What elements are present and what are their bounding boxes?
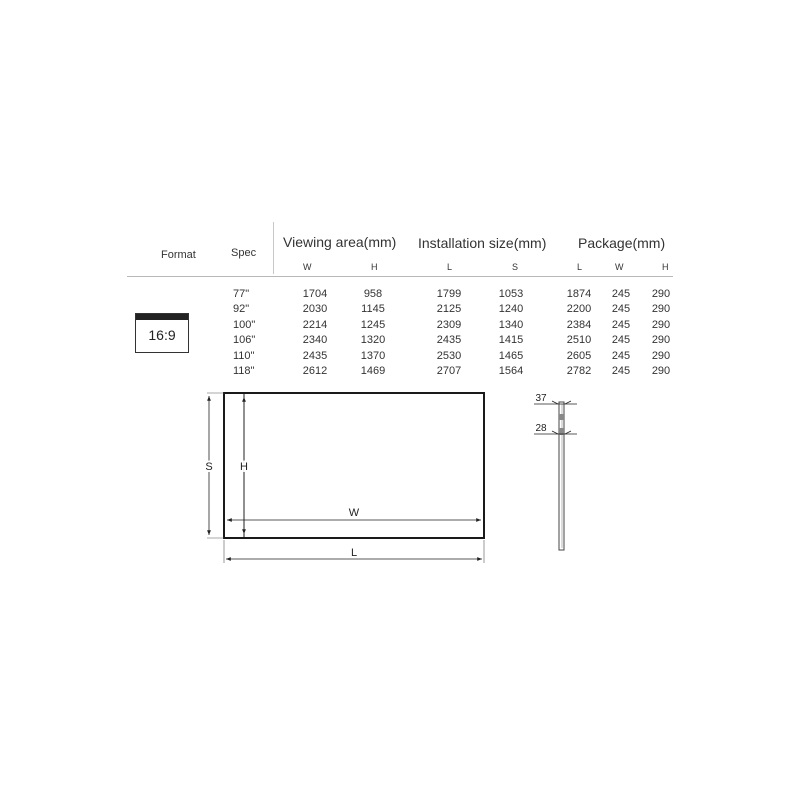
table-cell: 2384 (566, 319, 592, 331)
table-cell: 1704 (302, 288, 328, 300)
col-header-package-l: L (577, 262, 583, 272)
col-header-viewing-h: H (371, 262, 378, 272)
row-spec: 110" (233, 350, 255, 362)
l-dimension-label: L (350, 547, 358, 559)
table-cell: 2435 (436, 334, 462, 346)
col-header-package-w: W (615, 262, 624, 272)
side-bracket-top (559, 414, 564, 420)
table-cell: 290 (651, 319, 671, 331)
table-cell: 1320 (360, 334, 386, 346)
table-cell: 290 (651, 350, 671, 362)
table-cell: 290 (651, 334, 671, 346)
table-cell: 2340 (302, 334, 328, 346)
table-cell: 245 (611, 350, 631, 362)
depth-37-label: 37 (535, 393, 547, 404)
row-spec: 77" (233, 288, 250, 300)
table-cell: 2612 (302, 365, 328, 377)
table-cell: 2214 (302, 319, 328, 331)
table-cell: 1469 (360, 365, 386, 377)
s-dimension-label: S (205, 461, 213, 473)
col-header-package-h: H (662, 262, 669, 272)
table-cell: 2125 (436, 303, 462, 315)
table-cell: 1340 (498, 319, 524, 331)
table-cell: 2510 (566, 334, 592, 346)
col-header-viewing-w: W (303, 262, 312, 272)
table-cell: 245 (611, 303, 631, 315)
depth-28-label: 28 (535, 423, 547, 434)
format-badge-label: 16:9 (148, 327, 176, 343)
group-header-viewing-area: Viewing area(mm) (283, 234, 397, 250)
table-cell: 1145 (361, 303, 385, 315)
format-header: Format (161, 249, 196, 261)
table-cell: 2435 (302, 350, 328, 362)
table-cell: 1799 (436, 288, 462, 300)
table-cell: 1874 (566, 288, 592, 300)
side-profile (559, 402, 564, 550)
table-cell: 1564 (498, 365, 524, 377)
front-view-diagram (205, 393, 484, 563)
side-view-diagram (534, 393, 577, 550)
table-cell: 1415 (498, 334, 524, 346)
col-header-install-l: L (447, 262, 453, 272)
table-cell: 1370 (360, 350, 386, 362)
table-cell: 2605 (566, 350, 592, 362)
row-spec: 118" (233, 365, 255, 377)
table-cell: 290 (651, 288, 671, 300)
spec-header: Spec (231, 247, 257, 259)
table-cell: 958 (363, 288, 383, 300)
row-spec: 92" (233, 303, 250, 315)
table-cell: 1240 (498, 303, 524, 315)
table-cell: 2782 (566, 365, 592, 377)
h-dimension-label: H (240, 461, 248, 473)
table-cell: 1465 (498, 350, 524, 362)
table-cell: 2530 (436, 350, 462, 362)
table-cell: 245 (611, 365, 631, 377)
table-cell: 290 (651, 365, 671, 377)
row-spec: 100" (233, 319, 256, 331)
table-cell: 2707 (436, 365, 462, 377)
row-spec: 106" (233, 334, 256, 346)
col-header-install-s: S (512, 262, 519, 272)
table-cell: 290 (651, 303, 671, 315)
table-cell: 2200 (566, 303, 592, 315)
w-dimension-label: W (348, 507, 360, 519)
table-cell: 245 (611, 288, 631, 300)
table-cell: 245 (611, 334, 631, 346)
group-header-installation-size: Installation size(mm) (418, 235, 547, 251)
table-cell: 1053 (498, 288, 524, 300)
table-cell: 2030 (302, 303, 328, 315)
table-cell: 245 (611, 319, 631, 331)
group-header-package: Package(mm) (578, 235, 666, 251)
table-cell: 1245 (360, 319, 386, 331)
table-cell: 2309 (436, 319, 462, 331)
